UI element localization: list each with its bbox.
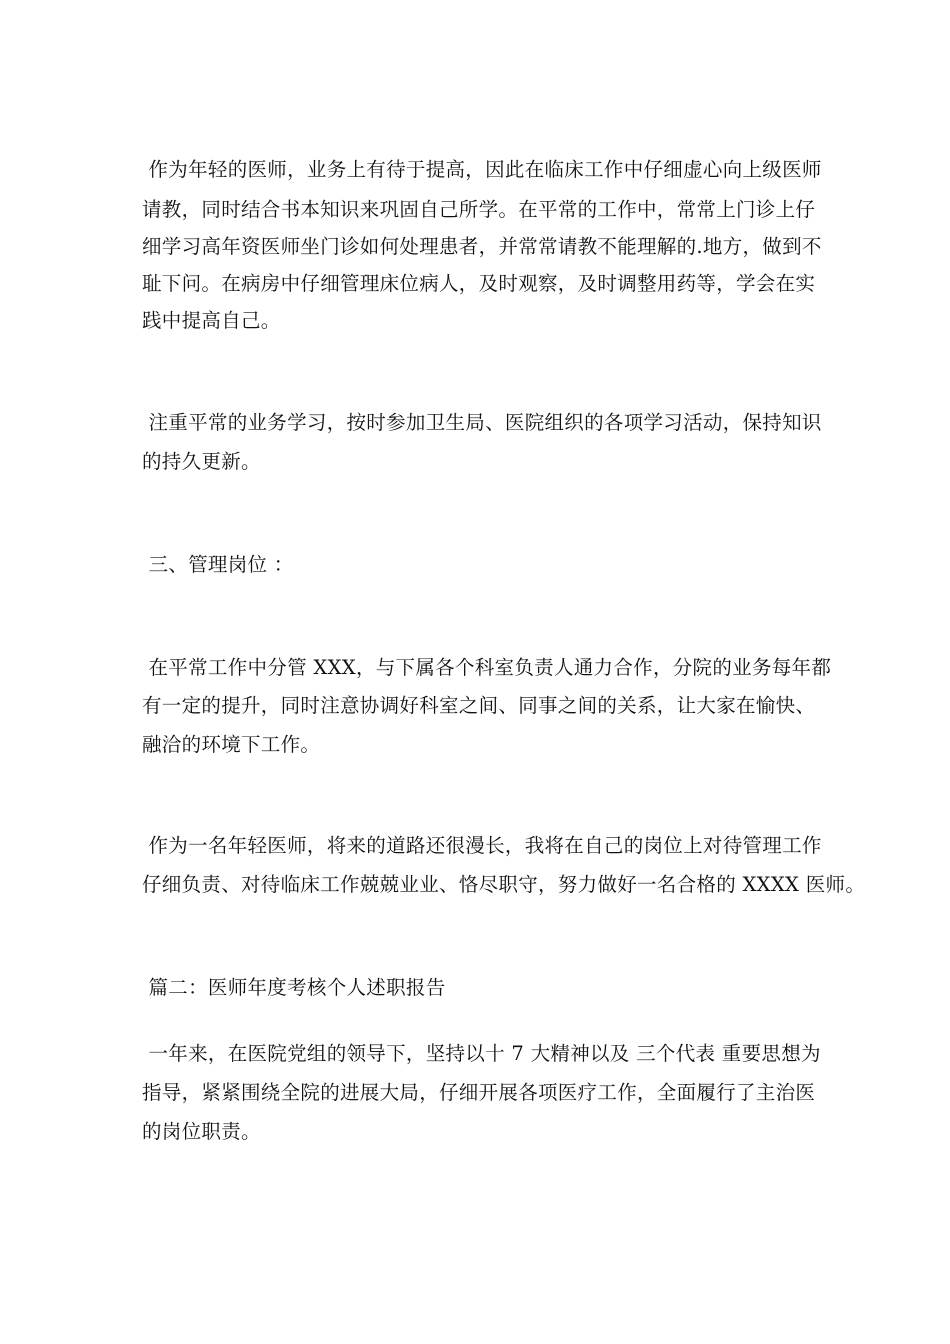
- paragraph-5-line-2: 仔细负责、对待临床工作兢兢业业、恪尽职守，努力做好一名合格的 XXXX 医师。: [142, 873, 866, 896]
- paragraph-1-line-4: 耻下问。在病房中仔细管理床位病人，及时观察，及时调整用药等，学会在实: [142, 272, 816, 295]
- paragraph-1-line-5: 践中提高自己。: [142, 309, 281, 332]
- paragraph-7-line-3: 的岗位职责。: [142, 1120, 261, 1143]
- paragraph-7-line-2: 指导，紧紧围绕全院的进展大局，仔细开展各项医疗工作，全面履行了主治医: [142, 1081, 816, 1104]
- paragraph-2-line-2: 的持久更新。: [142, 450, 261, 473]
- paragraph-4-line-2: 有一定的提升，同时注意协调好科室之间、同事之间的关系，让大家在愉快、: [142, 694, 816, 717]
- section-heading-management: 三、管理岗位 ：: [142, 553, 294, 576]
- paragraph-4-line-3: 融洽的环境下工作。: [142, 733, 321, 756]
- paragraph-1-line-1: 作为年轻的医师，业务上有待于提高，因此在临床工作中仔细虚心向上级医师: [142, 158, 822, 181]
- paragraph-7-line-1: 一年来，在医院党组的领导下，坚持以十 7 大精神以及 三个代表 重要思想为: [142, 1042, 821, 1065]
- paragraph-1-line-2: 请教，同时结合书本知识来巩固自己所学。在平常的工作中，常常上门诊上仔: [142, 198, 816, 221]
- chapter-heading-part-two: 篇二：医师年度考核个人述职报告: [142, 976, 446, 999]
- paragraph-4-line-1: 在平常工作中分管 XXX，与下属各个科室负责人通力合作，分院的业务每年都: [142, 656, 832, 679]
- paragraph-1-line-3: 细学习高年资医师坐门诊如何处理患者，并常常请教不能理解的.地方，做到不: [142, 235, 822, 258]
- paragraph-5-line-1: 作为一名年轻医师，将来的道路还很漫长，我将在自己的岗位上对待管理工作: [142, 834, 822, 857]
- paragraph-2-line-1: 注重平常的业务学习，按时参加卫生局、医院组织的各项学习活动，保持知识: [142, 411, 822, 434]
